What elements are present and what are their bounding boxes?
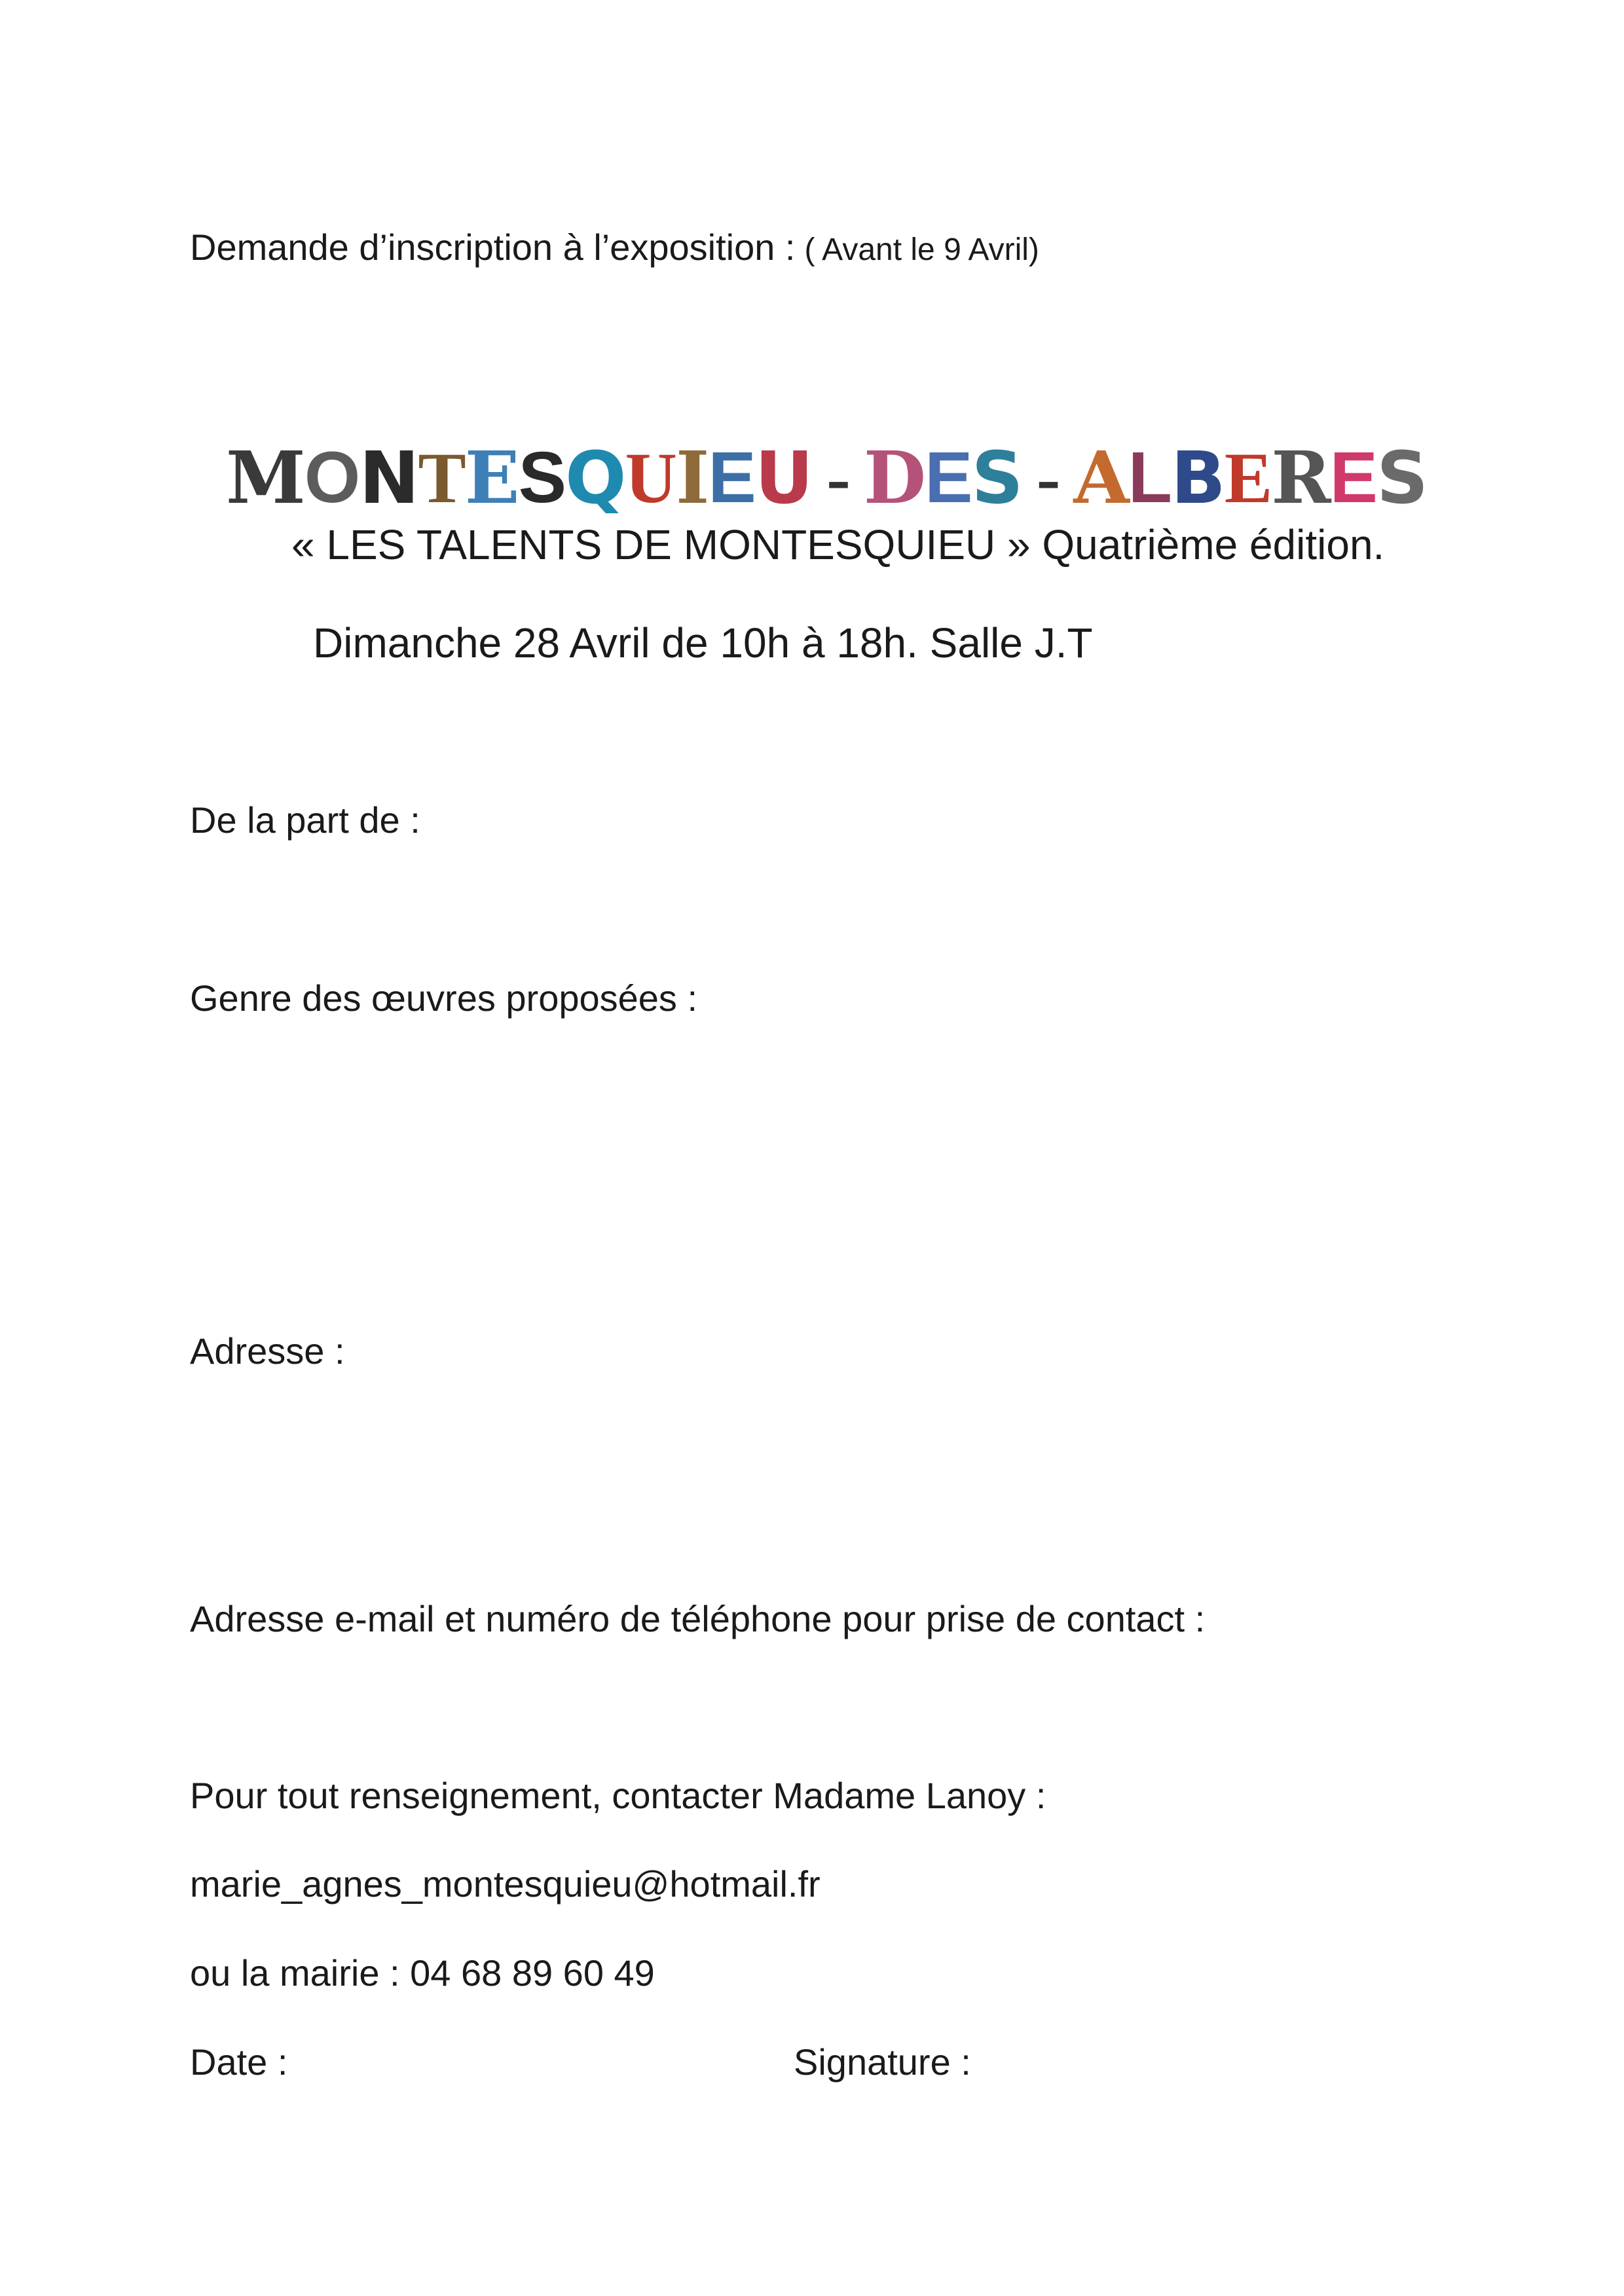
deadline-note: ( Avant le 9 Avril) [804, 232, 1039, 267]
logo-letter: S [518, 437, 565, 518]
logo-letter: T [418, 438, 465, 518]
logo-letter: B [1170, 436, 1225, 520]
montesquieu-logo [226, 429, 1428, 520]
request-heading-text: Demande d’inscription à l’exposition : [190, 227, 796, 268]
logo-letter: N [359, 436, 418, 520]
address-label: Adresse : [190, 1330, 345, 1372]
logo-letter: A [1073, 435, 1128, 520]
logo-letter: I [675, 435, 709, 520]
logo-letter: S [1376, 436, 1428, 520]
logo-letter: - [1036, 438, 1060, 518]
logo-letter: M [226, 435, 304, 520]
logo-letter: S [971, 436, 1022, 520]
logo-letter: O [304, 437, 360, 518]
date-label: Date : [190, 2041, 288, 2083]
logo-letter: Q [564, 436, 625, 520]
logo-letter: E [1329, 437, 1376, 518]
logo-letter: L [1128, 437, 1171, 518]
genre-label: Genre des œuvres proposées : [190, 977, 698, 1019]
from-label: De la part de : [190, 799, 420, 841]
info-intro: Pour tout renseignement, contacter Madame Lanoy : [190, 1775, 1046, 1816]
contact-label: Adresse e-mail et numéro de téléphone pour prise de contact : [190, 1598, 1206, 1639]
logo-letter: R [1271, 435, 1330, 520]
request-heading [190, 229, 1039, 266]
logo-letter: U [754, 436, 813, 520]
event-datetime: Dimanche 28 Avril de 10h à 18h. Salle J.T [313, 619, 1093, 666]
logo-letter: D [863, 435, 925, 520]
logo-letter: E [1224, 438, 1272, 518]
logo-letter: E [708, 437, 755, 518]
logo-letter: E [925, 437, 972, 518]
logo-letter: U [625, 438, 676, 518]
signature-label: Signature : [794, 2041, 971, 2083]
logo-letter: - [826, 438, 849, 518]
mairie-phone: ou la mairie : 04 68 89 60 49 [190, 1952, 655, 1994]
contact-email: marie_agnes_montesquieu@hotmail.fr [190, 1863, 821, 1904]
logo-letter: E [464, 435, 519, 520]
event-title: « LES TALENTS DE MONTESQUIEU » Quatrième édition. [291, 521, 1385, 568]
